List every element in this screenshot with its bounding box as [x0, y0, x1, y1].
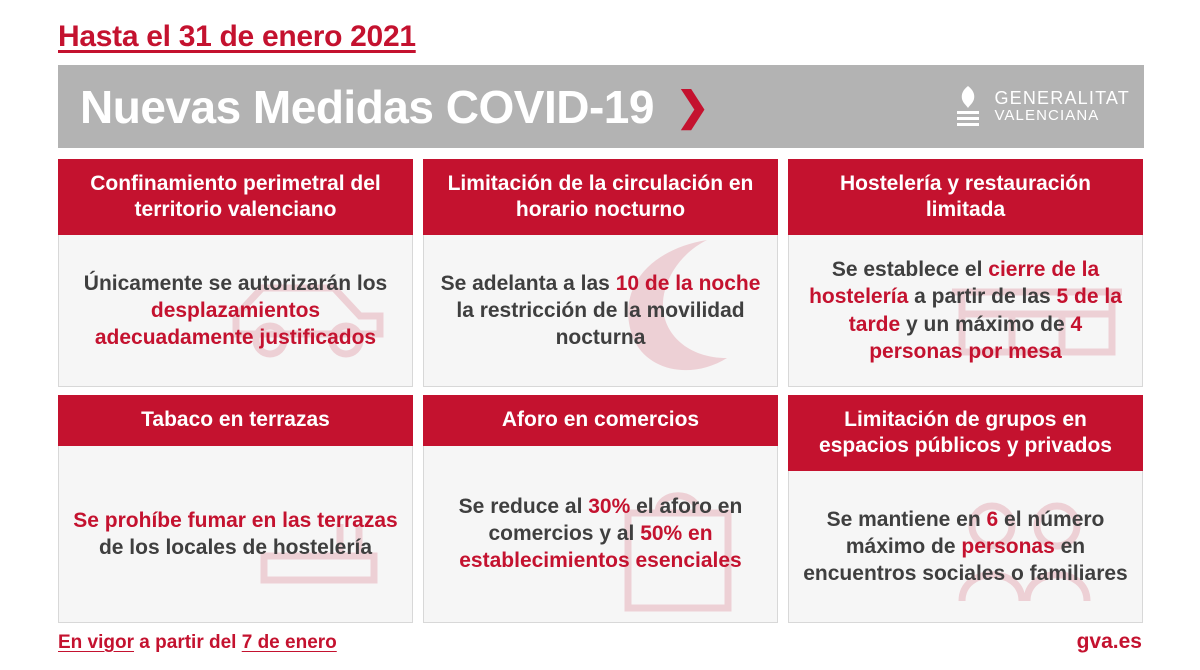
measures-grid	[58, 159, 1144, 623]
card-body	[58, 235, 413, 387]
card-body	[423, 446, 778, 623]
card-text-part-highlight: personas	[961, 534, 1055, 558]
card-body	[58, 446, 413, 623]
card-title: Limitación de grupos en espacios públicos y privados	[788, 395, 1143, 471]
measure-card	[788, 395, 1143, 623]
card-text-part-highlight: 10 de la noche	[615, 271, 761, 295]
card-text	[59, 270, 412, 352]
card-text	[424, 493, 777, 575]
card-text-part-highlight: 4 personas por mesa	[869, 312, 1083, 363]
card-text-part: de los locales de hostelería	[98, 535, 373, 559]
card-text-part-highlight: desplazamientos adecuadamente justificados	[94, 298, 377, 350]
card-text-part: y un máximo de	[900, 312, 1071, 336]
chevron-right-icon: ❯	[675, 84, 710, 129]
card-text-part: el aforo en comercios y al	[488, 494, 743, 546]
logo-line-2: VALENCIANA	[994, 107, 1100, 125]
card-title: Tabaco en terrazas	[58, 395, 413, 446]
card-text-part-highlight: cierre de la hostelería	[809, 258, 1100, 309]
measure-card	[423, 159, 778, 387]
card-text-part-highlight: 6	[986, 507, 999, 531]
card-title: Hostelería y restauración limitada	[788, 159, 1143, 235]
card-text-part: el número máximo de	[845, 507, 1105, 558]
card-text	[789, 256, 1142, 365]
card-text-part-highlight: 30%	[588, 494, 631, 518]
footer-validity-strong: En vigor	[58, 632, 135, 653]
card-title: Confinamiento perimetral del territorio valenciano	[58, 159, 413, 235]
card-text	[59, 507, 412, 562]
card-text-part: la restricción de la movilidad nocturna	[456, 298, 745, 350]
card-text-part: Se adelanta a las	[440, 271, 616, 295]
generalitat-valenciana-logo	[952, 84, 1130, 130]
footer-validity-date: 7 de enero	[241, 632, 337, 653]
logo-line-1: GENERALITAT	[994, 87, 1130, 108]
page-title: Nuevas Medidas COVID-19	[80, 80, 654, 133]
card-text-part: Se establece el	[831, 258, 989, 282]
card-text-part: Se reduce al	[458, 494, 589, 518]
measure-card	[58, 159, 413, 387]
title-banner	[58, 65, 1144, 148]
card-text-part: Se mantiene en	[826, 507, 987, 531]
card-body	[788, 235, 1143, 387]
card-text-part: a partir de las	[908, 285, 1057, 309]
footer-validity-mid: a partir del	[134, 632, 242, 653]
footer-validity	[58, 632, 337, 654]
logo-text	[994, 89, 1130, 125]
card-text	[789, 506, 1142, 588]
card-body	[423, 235, 778, 387]
card-text	[424, 270, 777, 352]
measure-card	[58, 395, 413, 623]
measure-card	[423, 395, 778, 623]
card-text-part: en encuentros sociales o familiares	[803, 534, 1128, 586]
card-text-part-highlight: 50% en establecimientos esenciales	[459, 522, 742, 573]
card-text-part-highlight: Se prohíbe fumar en las terrazas	[73, 508, 398, 532]
footer-website[interactable]: gva.es	[1076, 630, 1142, 653]
card-body	[788, 471, 1143, 623]
card-title: Limitación de la circulación en horario nocturno	[423, 159, 778, 235]
generalitat-valenciana-crest-icon	[952, 84, 984, 130]
measure-card	[788, 159, 1143, 387]
card-text-part: Únicamente se autorizarán los	[83, 271, 388, 295]
card-title: Aforo en comercios	[423, 395, 778, 446]
card-text-part-highlight: 5 de la tarde	[848, 285, 1122, 336]
date-line: Hasta el 31 de enero 2021	[58, 20, 416, 53]
